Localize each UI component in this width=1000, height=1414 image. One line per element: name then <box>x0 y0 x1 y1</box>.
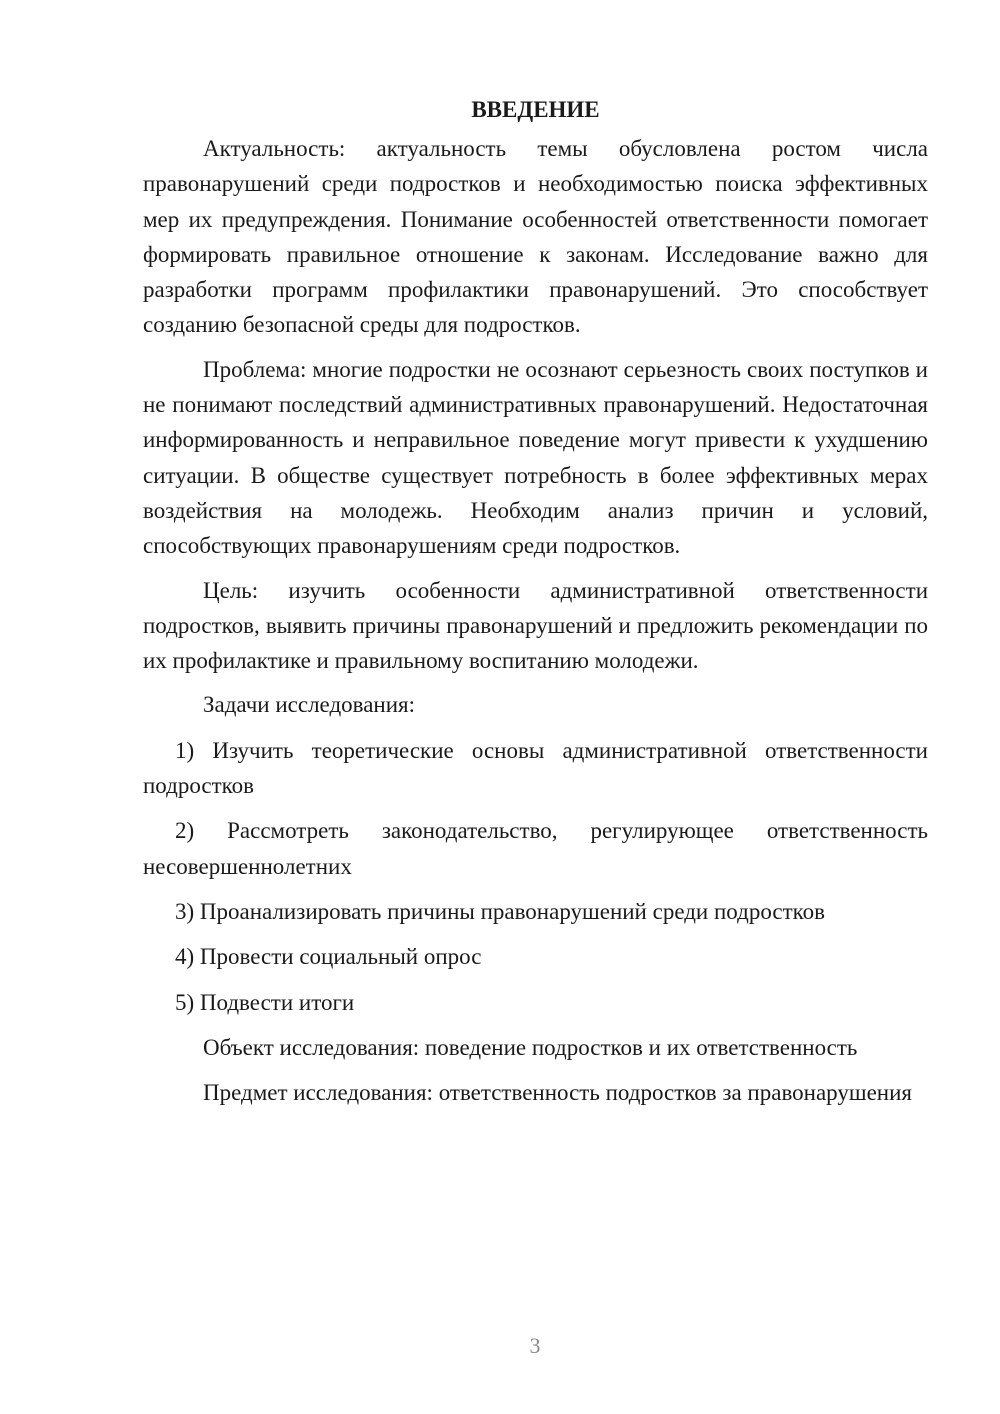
section-title: ВВЕДЕНИЕ <box>471 97 600 122</box>
document-body <box>143 92 928 1119</box>
task-item-5: 5) Подвести итоги <box>175 989 355 1015</box>
tasks-heading: Задачи исследования: <box>203 692 416 718</box>
research-object: Объект исследования: поведение подростков и их ответственность <box>203 1034 858 1060</box>
research-subject: Предмет исследования: ответственность подростков за правонарушения <box>203 1080 912 1106</box>
task-item-3: 3) Проанализировать причины правонарушений среди подростков <box>175 898 826 924</box>
task-item-1: 1) Изучить теоретические основы административной ответственности подростков <box>143 737 928 799</box>
goal-paragraph: Цель: изучить особенности административной ответственности подростков, выявить причины правонарушений и предложить рекомендации по их профилактике и правильному воспитанию молодежи. <box>143 577 928 674</box>
relevance-paragraph: Актуальность: актуальность темы обусловлена ростом числа правонарушений среди подростков и необходимостью поиска эффективных мер их предупреждения. Понимание особенностей ответственности помогает формировать правильное отношение к законам. Исследование важно для разработки программ профилактики правонарушений. Это способствует созданию безопасной среды для подростков. <box>143 136 928 338</box>
problem-paragraph: Проблема: многие подростки не осознают серьезность своих поступков и не понимают последствий административных правонарушений. Недостаточная информированность и неправильное поведение могут привести к ухудшению ситуации. В обществе существует потребность в более эффективных мерах воздействия на молодежь. Необходим анализ причин и условий, способствующих правонарушениям среди подростков. <box>143 356 928 559</box>
task-item-2: 2) Рассмотреть законодательство, регулирующее ответственность несовершеннолетних <box>143 818 928 879</box>
task-item-4: 4) Провести социальный опрос <box>175 944 482 970</box>
page-number: 3 <box>529 1333 541 1358</box>
